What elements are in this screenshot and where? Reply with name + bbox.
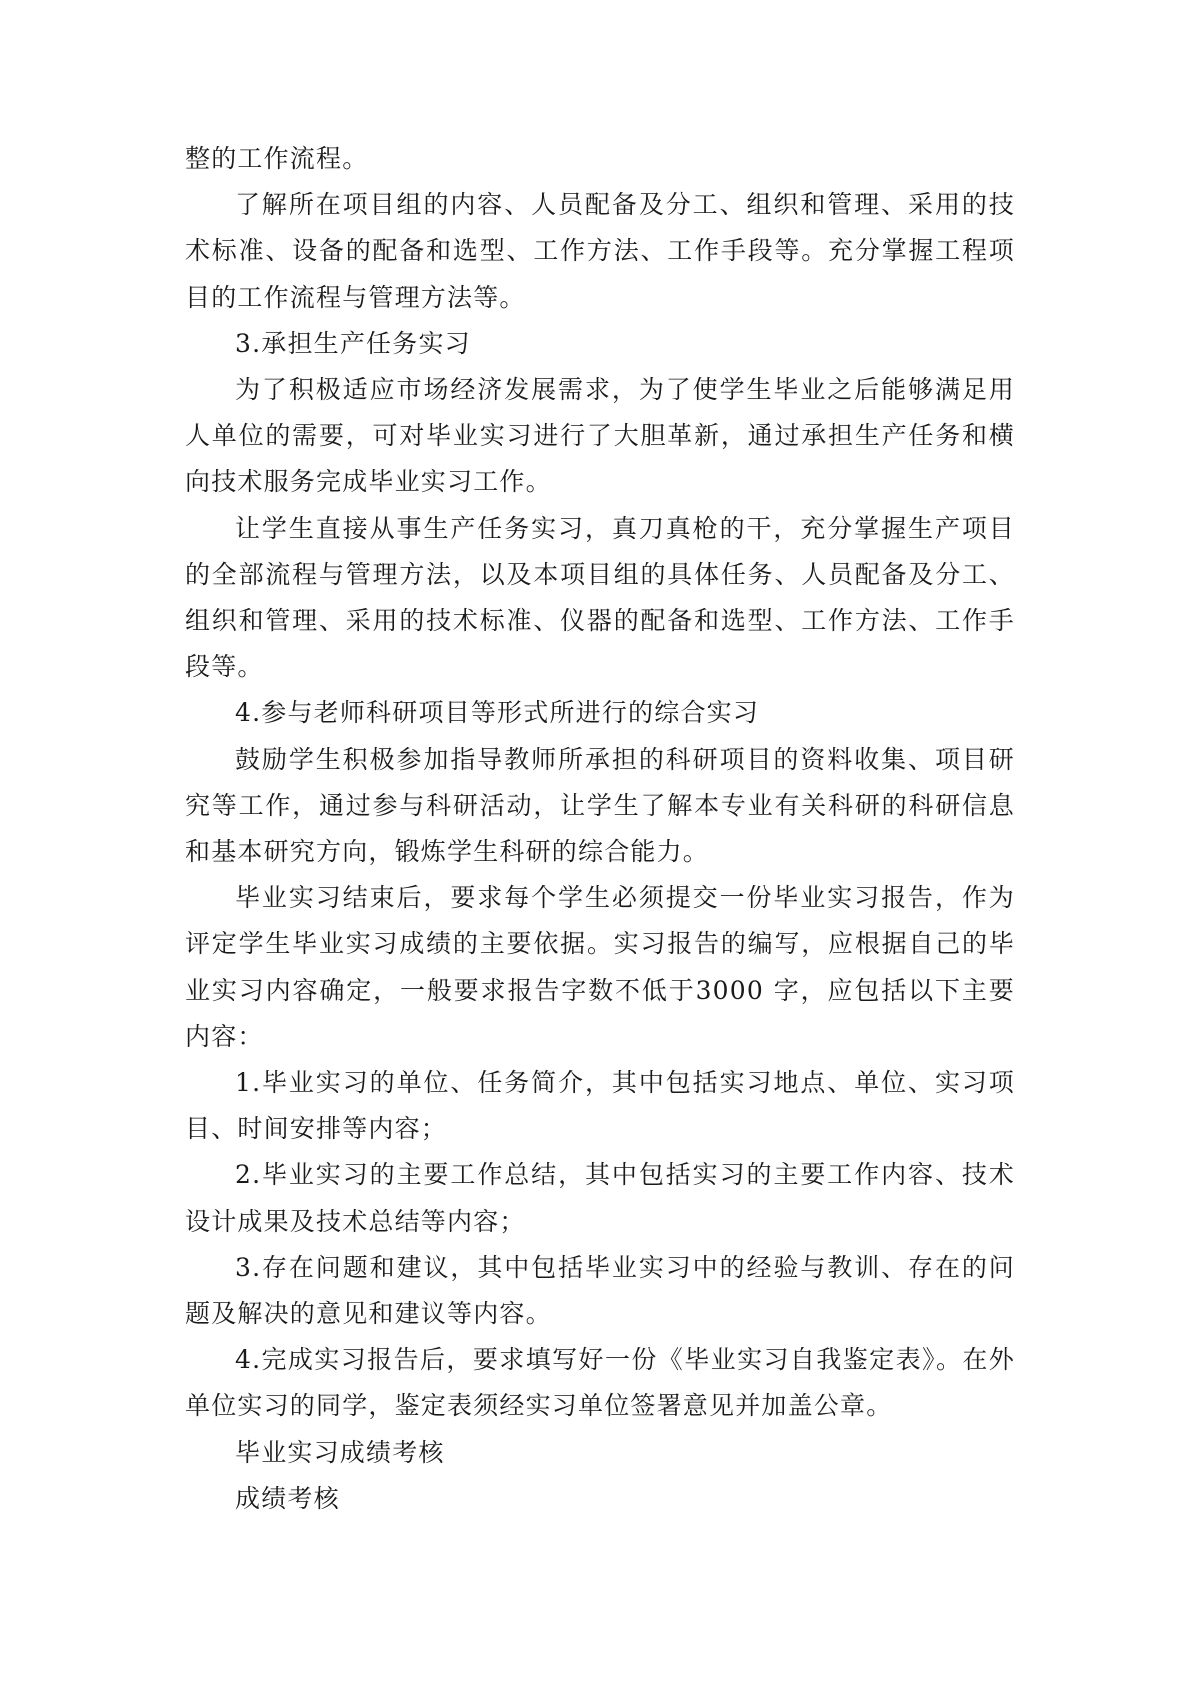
- list-item-4: 4.完成实习报告后，要求填写好一份《毕业实习自我鉴定表》。在外单位实习的同学，鉴定表须经实习单位签署意见并加盖公章。: [185, 1345, 1015, 1421]
- list-item-1: 1.毕业实习的单位、任务简介，其中包括实习地点、单位、实习项目、时间安排等内容；: [185, 1068, 1015, 1144]
- list-item-3: 3.存在问题和建议，其中包括毕业实习中的经验与教训、存在的问题及解决的意见和建议等内容。: [185, 1252, 1015, 1329]
- paragraph-1: 整的工作流程。: [185, 144, 369, 173]
- section-heading-3: 3.承担生产任务实习: [235, 328, 471, 358]
- section-heading-4: 4.参与老师科研项目等形式所进行的综合实习: [235, 698, 760, 728]
- paragraph-2: 了解所在项目组的内容、人员配备及分工、组织和管理、采用的技术标准、设备的配备和选型、工作方法、工作手段等。充分掌握工程项目的工作流程与管理方法等。: [185, 190, 1015, 312]
- paragraph-5: 鼓励学生积极参加指导教师所承担的科研项目的资料收集、项目研究等工作，通过参与科研活动，让学生了解本专业有关科研的科研信息和基本研究方向，锻炼学生科研的综合能力。: [185, 744, 1015, 867]
- paragraph-4: 让学生直接从事生产任务实习，真刀真枪的干，充分掌握生产项目的全部流程与管理方法，以及本项目组的具体任务、人员配备及分工、组织和管理、采用的技术标准、仪器的配备和选型、工作方法、工作手段等。: [185, 513, 1015, 682]
- list-item-2: 2.毕业实习的主要工作总结，其中包括实习的主要工作内容、技术设计成果及技术总结等内容；: [185, 1160, 1015, 1236]
- paragraph-6: 毕业实习结束后，要求每个学生必须提交一份毕业实习报告，作为评定学生毕业实习成绩的主要依据。实习报告的编写，应根据自己的毕业实习内容确定，一般要求报告字数不低于3000 字，应包括以下主要内容：: [185, 883, 1015, 1051]
- section-heading-grades: 毕业实习成绩考核: [235, 1437, 445, 1467]
- paragraph-3: 为了积极适应市场经济发展需求，为了使学生毕业之后能够满足用人单位的需要，可对毕业实习进行了大胆革新，通过承担生产任务和横向技术服务完成毕业实习工作。: [185, 375, 1015, 497]
- document-body: [185, 136, 1015, 1522]
- section-heading-assessment: 成绩考核: [235, 1483, 340, 1513]
